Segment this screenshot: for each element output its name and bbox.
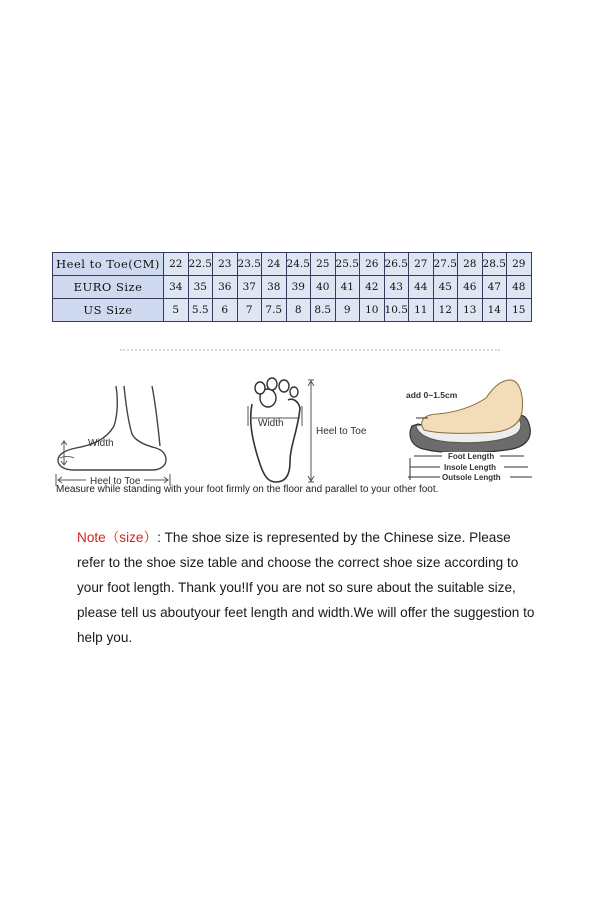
size-cell: 25 xyxy=(311,253,336,276)
size-cell: 10 xyxy=(360,299,385,322)
size-cell: 10.5 xyxy=(384,299,409,322)
size-table-row xyxy=(53,253,532,276)
size-cell: 12 xyxy=(433,299,458,322)
size-cell: 36 xyxy=(213,276,238,299)
size-cell: 11 xyxy=(409,299,434,322)
size-cell: 41 xyxy=(335,276,360,299)
size-cell: 35 xyxy=(188,276,213,299)
size-cell: 22.5 xyxy=(188,253,213,276)
size-cell: 29 xyxy=(507,253,532,276)
size-cell: 13 xyxy=(458,299,483,322)
size-cell: 8 xyxy=(286,299,311,322)
size-cell: 7 xyxy=(237,299,262,322)
size-cell: 23 xyxy=(213,253,238,276)
size-cell: 24.5 xyxy=(286,253,311,276)
size-cell: 15 xyxy=(507,299,532,322)
size-row-header: US Size xyxy=(53,299,164,322)
size-note xyxy=(77,525,537,650)
size-cell: 48 xyxy=(507,276,532,299)
size-cell: 46 xyxy=(458,276,483,299)
size-cell: 14 xyxy=(482,299,507,322)
size-cell: 43 xyxy=(384,276,409,299)
size-cell: 26 xyxy=(360,253,385,276)
size-cell: 8.5 xyxy=(311,299,336,322)
size-cell: 45 xyxy=(433,276,458,299)
size-cell: 40 xyxy=(311,276,336,299)
size-cell: 42 xyxy=(360,276,385,299)
shoe-allowance-label: add 0~1.5cm xyxy=(406,390,458,400)
note-label: Note（size） xyxy=(77,530,158,545)
size-cell: 44 xyxy=(409,276,434,299)
size-cell: 37 xyxy=(237,276,262,299)
side-width-label: Width xyxy=(88,438,114,449)
size-cell: 25.5 xyxy=(335,253,360,276)
size-cell: 27 xyxy=(409,253,434,276)
insole-length-label: Insole Length xyxy=(444,463,496,472)
top-width-label: Width xyxy=(258,418,284,429)
size-cell: 47 xyxy=(482,276,507,299)
size-cell: 7.5 xyxy=(262,299,287,322)
foot-side-view-illustration xyxy=(52,376,182,488)
size-cell: 28.5 xyxy=(482,253,507,276)
side-heel-to-toe-label: Heel to Toe xyxy=(90,476,141,487)
size-cell: 28 xyxy=(458,253,483,276)
size-cell: 34 xyxy=(164,276,189,299)
size-cell: 9 xyxy=(335,299,360,322)
size-cell: 5.5 xyxy=(188,299,213,322)
size-cell: 5 xyxy=(164,299,189,322)
size-cell: 38 xyxy=(262,276,287,299)
size-table-row xyxy=(53,299,532,322)
top-heel-to-toe-label: Heel to Toe xyxy=(316,426,367,437)
size-row-header: Heel to Toe(CM) xyxy=(53,253,164,276)
foot-top-view-illustration xyxy=(238,376,373,488)
size-cell: 39 xyxy=(286,276,311,299)
foot-length-label: Foot Length xyxy=(448,452,495,461)
size-cell: 26.5 xyxy=(384,253,409,276)
size-row-header: EURO Size xyxy=(53,276,164,299)
outsole-length-label: Outsole Length xyxy=(442,473,501,482)
size-cell: 24 xyxy=(262,253,287,276)
size-table-row xyxy=(53,276,532,299)
size-chart-table xyxy=(52,252,532,322)
foot-in-shoe-illustration xyxy=(398,376,538,488)
note-text: : The shoe size is represented by the Chinese size. Please refer to the shoe size table and choose the correct shoe size according to your foot length. Thank you!If you are not so sure about the suitable size, please tell us aboutyour feet length and width.We will offer the suggestion to help you. xyxy=(77,530,535,645)
size-cell: 22 xyxy=(164,253,189,276)
size-cell: 23.5 xyxy=(237,253,262,276)
measure-caption: Measure while standing with your foot firmly on the floor and parallel to your other foot. xyxy=(56,484,439,495)
size-cell: 27.5 xyxy=(433,253,458,276)
dotted-divider xyxy=(120,349,500,351)
size-cell: 6 xyxy=(213,299,238,322)
